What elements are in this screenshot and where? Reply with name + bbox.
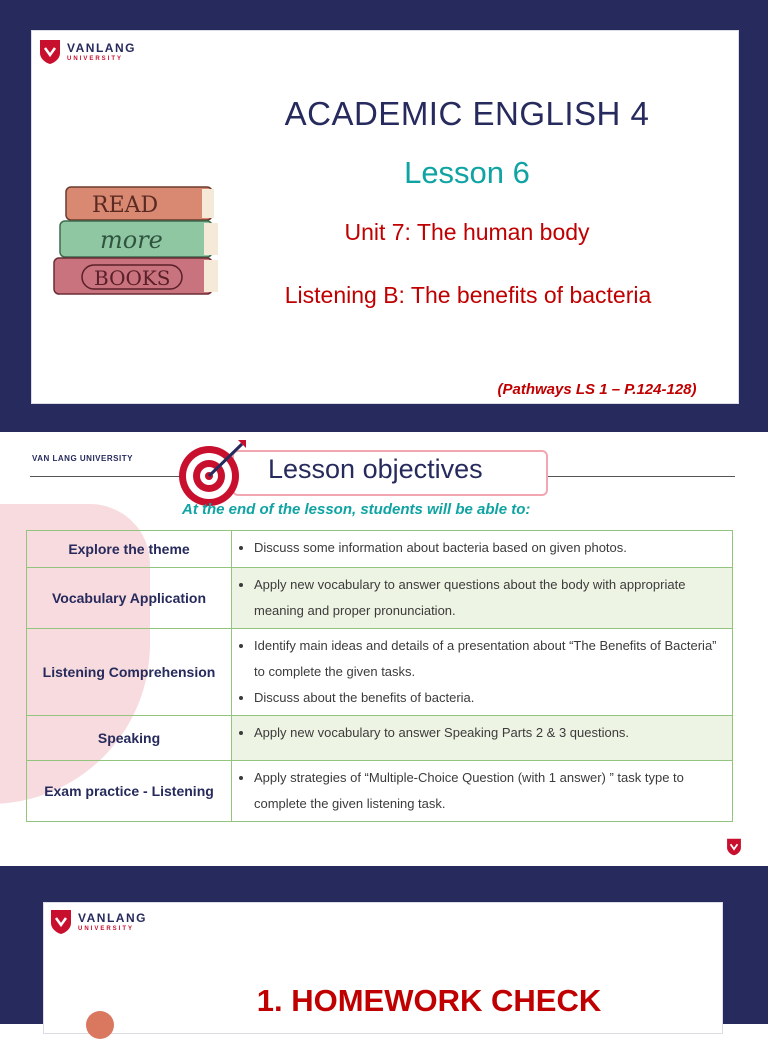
objectives-title: Lesson objectives [268, 454, 483, 484]
row-description [232, 716, 733, 761]
book-label-more: more [100, 226, 163, 254]
logo-subtext: UNIVERSITY [78, 926, 135, 932]
book-label-read: READ [92, 193, 159, 218]
university-header: VAN LANG UNIVERSITY [32, 454, 133, 463]
shield-icon [39, 39, 61, 65]
row-label: Exam practice - Listening [27, 761, 232, 822]
logo-subtext: UNIVERSITY [67, 56, 124, 62]
table-row [27, 629, 733, 716]
list-item: • Discuss about the benefits of bacteria. [254, 685, 724, 711]
table-row [27, 716, 733, 761]
shield-icon [726, 838, 742, 856]
book-label-books: BOOKS [94, 266, 171, 290]
row-description [232, 629, 733, 716]
target-icon [176, 438, 250, 508]
reference: (Pathways LS 1 – P.124-128) [497, 381, 697, 398]
table-row [27, 531, 733, 568]
row-description [232, 761, 733, 822]
row-label: Speaking [27, 716, 232, 761]
slide1-card [31, 30, 739, 404]
vanlang-logo [39, 39, 136, 65]
table-row [27, 761, 733, 822]
table-row [27, 568, 733, 629]
row-label: Explore the theme [27, 531, 232, 568]
read-more-books-illustration [52, 183, 222, 298]
decorative-dot [86, 1011, 114, 1039]
slide3-card [43, 902, 723, 1034]
list-item: • Apply new vocabulary to answer questions about the body with appropriate meaning and proper pronunciation. [254, 572, 724, 624]
row-description [232, 568, 733, 629]
list-item: • Identify main ideas and details of a presentation about “The Benefits of Bacteria” to complete the given tasks. [254, 633, 724, 685]
list-item: • Apply strategies of “Multiple-Choice Question (with 1 answer) ” task type to complete the given listening task. [254, 765, 724, 817]
logo-text: VANLANG [67, 41, 136, 55]
row-description [232, 531, 733, 568]
course-title: ACADEMIC ENGLISH 4 [284, 95, 650, 132]
list-item: • Discuss some information about bacteria based on given photos. [254, 535, 724, 561]
listening-title: Listening B: The benefits of bacteria [284, 282, 652, 308]
unit-title: Unit 7: The human body [344, 219, 590, 245]
section-title: 1. HOMEWORK CHECK [256, 983, 602, 1018]
objectives-table [26, 530, 733, 822]
lesson-number: Lesson 6 [404, 155, 530, 190]
objectives-intro: At the end of the lesson, students will be able to: [182, 501, 531, 518]
row-label: Vocabulary Application [27, 568, 232, 629]
row-label: Listening Comprehension [27, 629, 232, 716]
logo-text: VANLANG [78, 911, 147, 925]
shield-icon [50, 909, 72, 935]
list-item: • Apply new vocabulary to answer Speaking Parts 2 & 3 questions. [254, 720, 724, 746]
vanlang-logo [50, 909, 147, 935]
